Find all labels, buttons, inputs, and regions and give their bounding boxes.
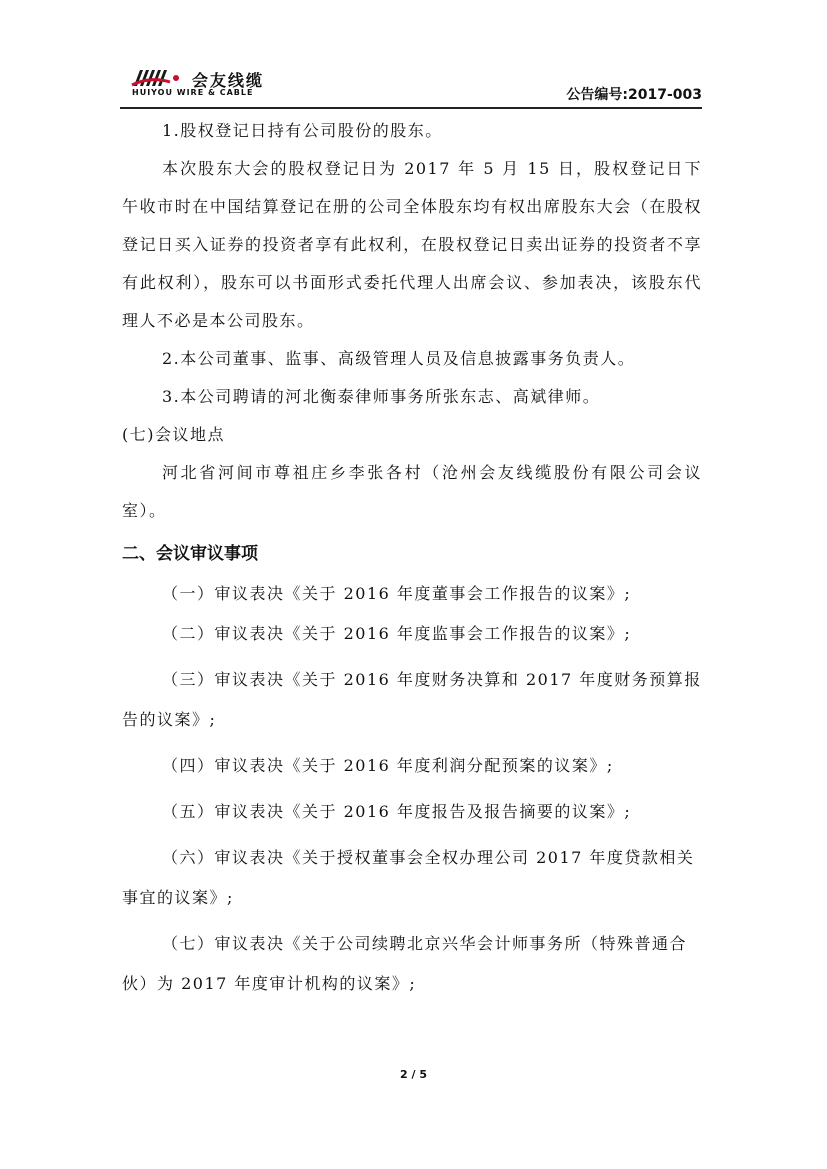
page-number: 2 / 5	[400, 1068, 427, 1081]
agenda-item: （二）审议表决《关于 2016 年度监事会工作报告的议案》;	[162, 624, 632, 643]
paragraph-record-date: 本次股东大会的股权登记日为 2017 年 5 月 15 日，股权登记日下午收市时在中国结算登记在册的公司全体股东均有权出席股东大会（在股权登记日买入证券的投资者享有此权利，在股权登记日卖出证券的投资者不享有此权利），股东可以书面形式委托代理人出席会议、参加表决，该股东代理人不必是本公司股东。	[122, 159, 702, 330]
document-body	[122, 112, 702, 1004]
company-logo	[130, 66, 300, 100]
paragraph-lawyers: 3.本公司聘请的河北衡泰律师事务所张东志、高斌律师。	[162, 387, 601, 406]
logo-text: 会友线缆	[192, 71, 265, 90]
agenda-item: （五）审议表决《关于 2016 年度报告及报告摘要的议案》;	[162, 802, 632, 821]
logo-mark-icon	[130, 68, 186, 90]
agenda-item: （四）审议表决《关于 2016 年度利润分配预案的议案》;	[162, 756, 614, 775]
section-title-venue: (七)会议地点	[122, 425, 225, 444]
agenda-item: （七）审议表决《关于公司续聘北京兴华会计师事务所（特殊普通合伙）为 2017 年度审计机构的议案》;	[122, 934, 688, 993]
page-header	[120, 66, 702, 106]
agenda-item: （三）审议表决《关于 2016 年度财务决算和 2017 年度财务预算报告的议案》;	[122, 670, 702, 729]
header-divider	[120, 107, 702, 109]
paragraph-directors: 2.本公司董事、监事、高级管理人员及信息披露事务负责人。	[162, 349, 636, 368]
agenda-item: （六）审议表决《关于授权董事会全权办理公司 2017 年度贷款相关事宜的议案》;	[122, 848, 695, 907]
paragraph-shareholders: 1.股权登记日持有公司股份的股东。	[162, 121, 443, 140]
agenda-item: （一）审议表决《关于 2016 年度董事会工作报告的议案》;	[162, 584, 632, 603]
paragraph-venue: 河北省河间市尊祖庄乡李张各村（沧州会友线缆股份有限公司会议室）。	[122, 463, 702, 520]
notice-number: 公告编号:2017-003	[566, 87, 702, 103]
logo-subtitle: HUIYOU WIRE & CABLE	[132, 88, 254, 97]
section-heading-agenda: 二、会议审议事项	[122, 544, 258, 564]
